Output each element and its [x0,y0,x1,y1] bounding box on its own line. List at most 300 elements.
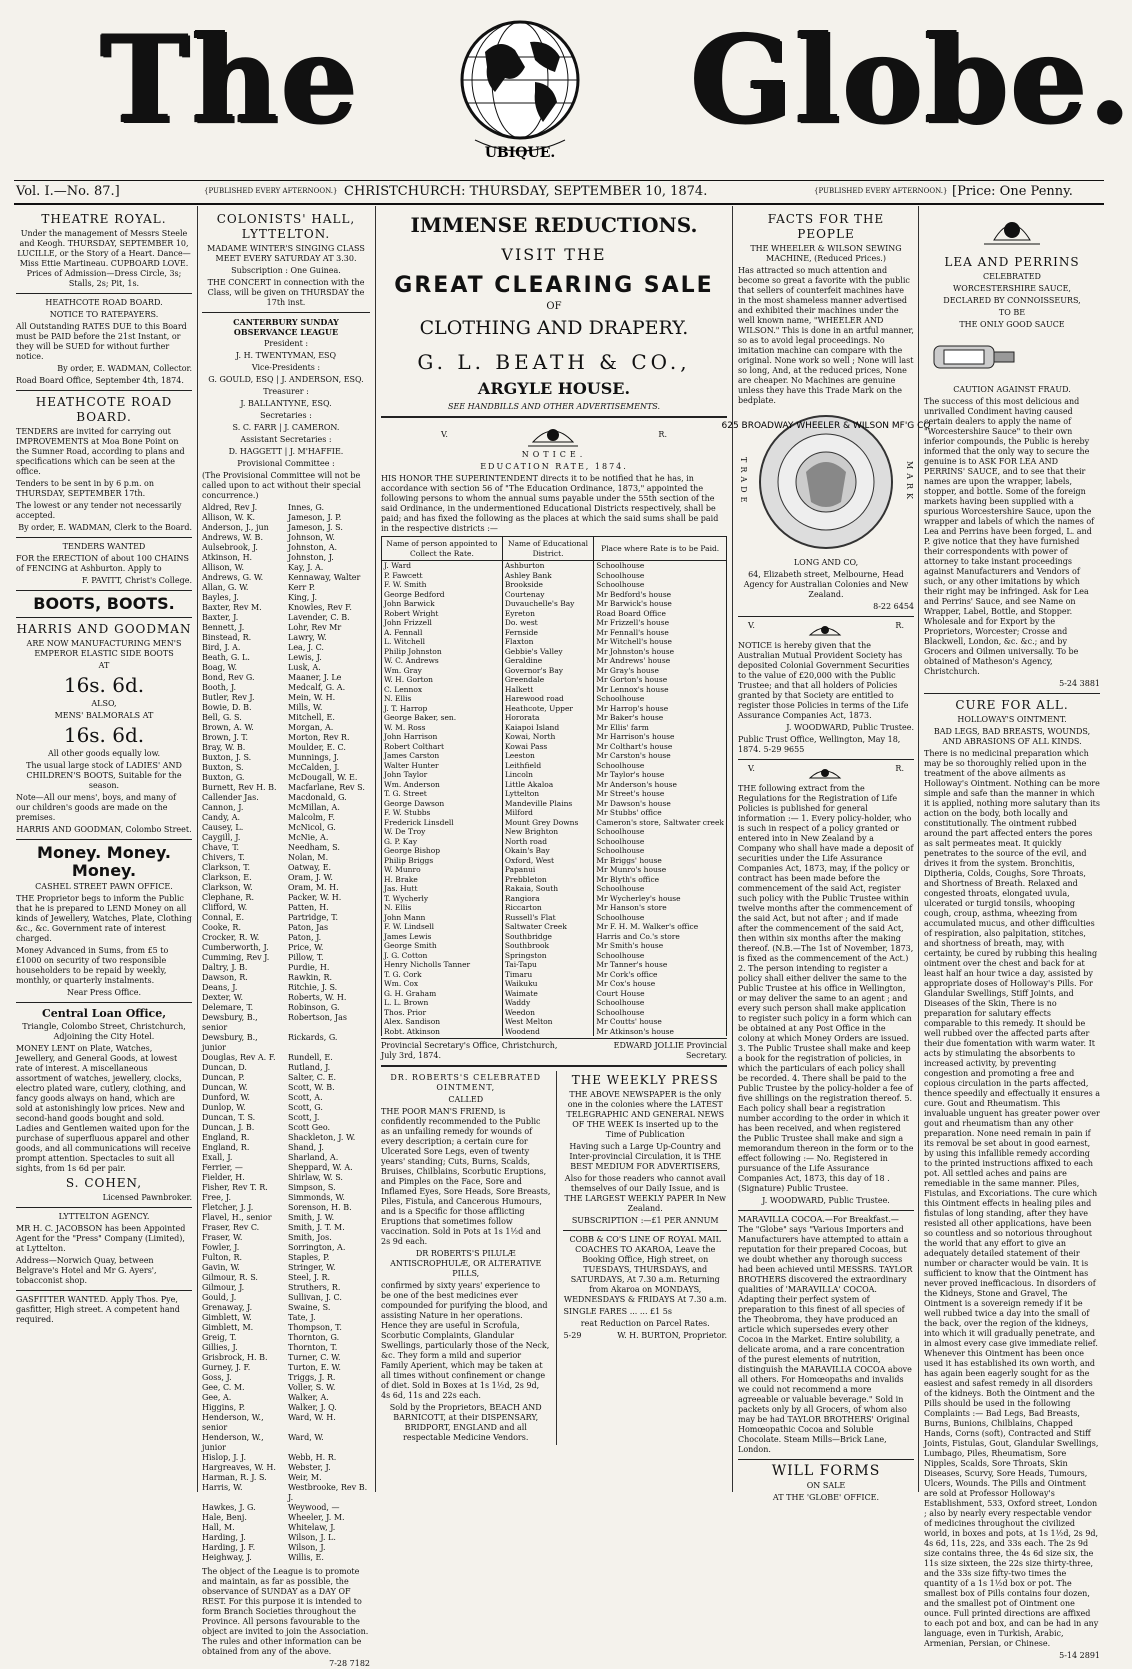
table-row [382,770,727,780]
committee-member: Willis, E. [288,1553,324,1562]
table-cell: Mr Bedford's house [594,590,727,600]
committee-member: Ward, W. [288,1433,324,1442]
committee-member: Price, W. [288,943,324,952]
reg-r: R. [895,764,904,773]
table-cell: Ashley Bank [502,571,593,581]
committee-member: Fraser, W. [202,1233,243,1242]
committee-member: Atkinson, H. [202,553,253,562]
table-cell: Henry Nicholls Tanner [382,960,503,970]
table-cell: G. P. Kay [382,837,503,847]
secretaries: S. C. FARR | J. CAMERON. [232,423,340,432]
table-cell: George Smith [382,941,503,951]
hg-price-1: 16s. 6d. [63,673,145,697]
lyttelton-body: MR H. C. JACOBSON has been Appointed Agent for the "Press" Company (Limited), at Lyttelton. [16,1224,186,1253]
reg-body: THE following extract from the Regulations for the Registration of Life Policies is published for general information :— 1. Every policy-holder, who is such in respect of a policy granted or entered into in New Zealand by a Company who shall have made a deposit of securities under the Life Assurance Companies Act, 1873, may, if the policy or contract has been made before the commencement of the said Act, register such policy with the Public Trustee within twelve months after the commencement of the said Act, but not after ; and if made after the commencement of the said Act, then within six months after the making thereof. (N.B.—The 1st of November, 1873, is fixed as the commencement of the Act.) 2. The person intending to register a policy shall either deliver the same to the Public Trustee at his office in Wellington, or may deliver the same to an agent ; and every such person shall make application to register such policy in a form which can be obtained at any Post Office in the colony at which Money Orders are issued. 3. The Public Trustee shall make and keep a book for the registration of policies, in which the particulars of each policy shall be recorded. 4. There shall be paid to the Public Trustee by the policy-holder a fee of five shillings on the registration thereof. 5. Each policy shall bear a registration number according to the order in which it has been received, and when registered the Public Trustee shall make and sign a memorandum thereon in the form or to the effect following :— No. Registered in pursuance of the Life Assurance Companies Act, 1873, this day of 18 . (Signature) Public Trustee. [738,784,914,1193]
table-cell: Waddy [502,998,593,1008]
committee-member: Gimblett, M. [202,1323,254,1332]
committee-member: Swaine, S. [288,1303,331,1312]
table-cell: Philip Briggs [382,856,503,866]
cure-title: CURE FOR ALL. [955,698,1069,712]
committee-member: Partridge, T. [288,913,338,922]
masthead-the: The [100,9,359,150]
committee-member: McNicol, G. [288,823,336,832]
table-cell: Milford [502,808,593,818]
committee-member: Paton, J. [288,933,322,942]
table-row [382,1027,727,1037]
tenders-title: TENDERS WANTED [62,542,146,551]
committee-member: Jameson, J. P. [288,513,342,522]
table-cell: Mandeville Plains [502,799,593,809]
money-near: Near Press Office. [66,988,142,997]
committee-member: Packer, W. H. [288,893,342,902]
lyttelton-title: LYTTELTON AGENCY. [58,1212,150,1221]
table-cell: Kowai, North [502,732,593,742]
table-cell: Kowai Pass [502,742,593,752]
prov-label: Provisional Committee : [237,459,335,468]
facts-sub: THE WHEELER & WILSON SEWING MACHINE, (Reduced Prices.) [750,244,902,263]
table-cell: Road Board Office [594,609,727,619]
column-rule [197,206,198,1492]
committee-member: Daltry, J. B. [202,963,248,972]
table-cell: Mr Briggs' house [594,856,727,866]
table-cell: Ashburton [502,561,593,571]
committee-member: Gee, C. M. [202,1383,245,1392]
table-row [382,837,727,847]
column-3 [381,210,727,1492]
table-cell: H. Brake [382,875,503,885]
volume-number: Vol. I.—No. 87.] [16,184,120,199]
table-row [382,951,727,961]
hg-title: HARRIS AND GOODMAN [16,622,192,636]
committee-member: Moulder, E. C. [288,743,346,752]
table-cell: John Barwick [382,599,503,609]
table-cell: New Brighton [502,827,593,837]
money-body: THE Proprietor begs to inform the Public that he is prepared to LEND Money on all kinds of Jewellery, Watches, Plate, Clothing &c., &c. Government rate of interest charged. [16,894,192,943]
table-cell: Southbrook [502,941,593,951]
table-cell: Rakaia, South [502,884,593,894]
table-row [382,808,727,818]
committee-member: Hawkes, J. G. [202,1503,256,1512]
committee-member: Bell, G. S. [202,713,242,722]
committee-member: Fraser, Rev C. [202,1223,260,1232]
committee-member: Dunford, W. [202,1093,250,1102]
committee-member: Butler, Rev J. [202,693,255,702]
committee-member: Henderson, W., junior [202,1433,264,1452]
committee-member: Brown, J. T. [202,733,248,742]
committee-member: Sorrington, A. [288,1243,346,1252]
table-row [382,647,727,657]
committee-member: Candy, A. [202,813,241,822]
committee-member: Dewsbury, B., senior [202,1013,258,1032]
table-cell: T. G. Cork [382,970,503,980]
committee-member: Weywood, — [288,1503,340,1512]
committee-member: Clephane, R. [202,893,254,902]
column-rule [732,206,733,1492]
table-row [382,1008,727,1018]
table-cell: Schoolhouse [594,761,727,771]
committee-member: England, R. [202,1143,250,1152]
heathcote-date: Road Board Office, September 4th, 1874. [16,376,184,385]
committee-member: Higgins, P. [202,1403,245,1412]
committee-member: Knowles, Rev F. [288,603,352,612]
committee-member: Smith, Jos. [288,1233,332,1242]
table-cell: Schoolhouse [594,561,727,571]
table-row [382,827,727,837]
committee-member: Smith, J. W. [288,1213,335,1222]
committee-member: Causey, L. [202,823,244,832]
column-rule [918,206,919,1492]
table-cell: Gebbie's Valley [502,647,593,657]
table-row [382,561,727,571]
committee-member: Boag, W. [202,663,238,672]
price: [Price: One Penny. [952,184,1073,199]
column-5 [924,210,1100,1660]
table-row [382,637,727,647]
heathcote-title: HEATHCOTE ROAD BOARD. [45,298,163,307]
pilulae-sold: Sold by the Proprietors, BEACH AND BARNICOTT, at their DISPENSARY, BRIDPORT, ENGLAND and all respectable Medicine Vendors. [389,1403,542,1442]
table-cell: Mr Dawson's house [594,799,727,809]
table-cell: Schoolhouse [594,694,727,704]
table-cell: Waikuku [502,979,593,989]
money-title: Money. Money. Money. [37,843,171,880]
committee-member: Munnings, J. [288,753,339,762]
table-cell: West Melton [502,1017,593,1027]
committee-member: Thornton, T. [288,1343,338,1352]
committee-member: Scott Geo. [288,1123,331,1132]
table-row [382,732,727,742]
table-cell: Little Akaloa [502,780,593,790]
committee-member: Johnson, W. [288,533,335,542]
notice-heading: NOTICE. [521,450,587,459]
committee-member: Salter, C. E. [288,1073,337,1082]
reg-v: V. [748,764,755,773]
committee-member: Rickards, G. [288,1033,338,1042]
published-left: {PUBLISHED EVERY AFTERNOON.} [204,187,338,195]
table-cell: Mr Witchell's house [594,637,727,647]
called: CALLED [448,1095,484,1104]
committee-member: Chave, T. [202,843,240,852]
hg-body: ARE NOW MANUFACTURING MEN'S EMPEROR ELASTIC SIDE BOOTS [26,639,182,658]
table-cell: Schoolhouse [594,580,727,590]
treasurer-label: Treasurer : [263,387,309,396]
theatre-title: THEATRE ROYAL. [41,212,167,226]
committee-member: Innes, G. [288,503,325,512]
table-cell: Mr Baker's house [594,713,727,723]
table-cell: P. Fawcett [382,571,503,581]
cobb-body: COBB & CO'S LINE OF ROYAL MAIL COACHES TO AKAROA, Leave the Booking Office, High street, on TUESDAYS, THURSDAYS, and SATURDAYS, At 7.30 a.m. Returning from Akaroa on MONDAYS, WEDNESDAYS & FRIDAYS At 7.30 a.m. [563,1235,727,1304]
royal-arms-icon [805,764,845,782]
table-row [382,761,727,771]
lyttelton-body-2: Address—Norwich Quay, between Belgrave's Hotel and Mr G. Ayers', tobacconist shop. [16,1256,157,1285]
committee-member: Chivers, T. [202,853,245,862]
committee-member: Duncan, D. [202,1063,247,1072]
vr-r: R. [658,430,667,439]
table-cell: F. W. Lindsell [382,922,503,932]
table-cell: Hororata [502,713,593,723]
long-title: LONG AND CO, [793,558,859,567]
table-row [382,694,727,704]
table-cell: Prebbleton [502,875,593,885]
loan-body: MONEY LENT on Plate, Watches, Jewellery, and General Goods, at lowest rate of interest. A miscellaneous assortment of watches, jewellery, clocks, electro plated ware, cutlery, clothing, and fancy goods always on hand, which are sold at astonishingly low prices. New and second-hand goods bought and sold. Ladies and Gentlemen waited upon for the purchase of superfluous apparel and other goods, and all communications will receive prompt attention. Spectacles to suit all sights, from 1s 6d per pair. [16,1044,191,1173]
will-at: AT THE 'GLOBE' OFFICE. [772,1493,880,1502]
table-cell: Governor's Bay [502,666,593,676]
committee-member: Steel, J. R. [288,1273,331,1282]
committee-member: Whitelaw, J. [288,1523,336,1532]
committee-member: Smith, J. T. M. [288,1223,345,1232]
table-cell: George Bishop [382,846,503,856]
table-cell: Tai-Tapu [502,960,593,970]
table-cell: Mr Colthart's house [594,742,727,752]
committee-member: Wilson, J. L. [288,1533,336,1542]
table-cell: Mr Smith's house [594,941,727,951]
committee-member: Baxter, Rev M. [202,603,262,612]
committee-member: Westbrooke, Rev B. J. [288,1483,368,1502]
table-cell: Harewood road [502,694,593,704]
pilulae-title: DR ROBERTS'S PILULÆ ANTISCROPHULÆ, OR ALTERATIVE PILLS, [390,1249,542,1278]
table-row [382,875,727,885]
table-cell: A. Fennall [382,628,503,638]
table-cell: John Frizzell [382,618,503,628]
table-cell: Robert Colthart [382,742,503,752]
committee-member: Purdie, H. [288,963,330,972]
table-cell: Mr Barwick's house [594,599,727,609]
committee-member: Fisher, Rev T. R. [202,1183,268,1192]
committee-member: Lawry, W. [288,633,327,642]
table-cell: Mr Hanson's store [594,903,727,913]
trade-label: TRADE [739,457,748,507]
rates-col-1: Name of person appointed to Collect the Rate. [382,537,503,561]
column-1 [16,210,192,1492]
committee-member: Cooke, R. [202,923,241,932]
committee-member: Brown, A. W. [202,723,254,732]
weekly-sub: SUBSCRIPTION :—£1 PER ANNUM [571,1216,719,1225]
table-cell: Mr Cox's house [594,979,727,989]
table-cell: Leithfield [502,761,593,771]
table-cell: Mr Gray's house [594,666,727,676]
heathcote-sign: By order, E. WADMAN, Collector. [57,364,192,373]
table-cell: Greendale [502,675,593,685]
committee-member: Harris, W. [202,1483,243,1492]
table-cell: Robt. Atkinson [382,1027,503,1037]
table-cell: Leeston [502,751,593,761]
president: J. H. TWENTYMAN, ESQ [235,351,337,360]
roberts-title: DR. ROBERTS'S CELEBRATED OINTMENT, [390,1073,542,1092]
cure-code: 5-14 2891 [1059,1651,1100,1660]
column-rule [375,206,376,1492]
committee-member: Gilmour, J. [202,1283,245,1292]
committee-member: Lewis, J. [288,653,322,662]
visit-heading: VISIT THE [501,245,607,264]
facts-body: Has attracted so much attention and become so great a favorite with the public that sellers of counterfeit machines have in the most shameless manner advertised and exhibited their machines under the well known name, "WHEELER AND WILSON." This is done in an artful manner, so as to avoid legal proceedings. No imitation machine can compare with the original. None work so well ; None will last so long, And, at the reduced prices, None are cheaper. No Machines are genuine unless they have this Trade Mark on the bedplate. [738,266,914,405]
royal-arms-icon [523,422,583,448]
table-row [382,894,727,904]
committee-member: Aldred, Rev J. [202,503,258,512]
table-cell: Robert Wright [382,609,503,619]
table-cell: Walter Hunter [382,761,503,771]
prov-office: Provincial Secretary's Office, Christchurch, July 3rd, 1874. [381,1041,558,1060]
table-cell: Frederick Linsdell [382,818,503,828]
table-cell: F. W. Stubbs [382,808,503,818]
committee-member: Duncan, J. B. [202,1123,255,1132]
table-cell: Okain's Bay [502,846,593,856]
lp-title: LEA AND PERRINS [944,255,1080,269]
committee-member: England, R. [202,1133,250,1142]
tenders-sign: F. PAVITT, Christ's College. [81,576,192,585]
committee-member: Pillow, T. [288,953,324,962]
table-cell: Heathcote, Upper [502,704,593,714]
committee-member: Clifford, W. [202,903,248,912]
committee-member: Grenaway, J. [202,1303,253,1312]
committee-names [202,503,370,1563]
committee-member: Medcalf, G. A. [288,683,346,692]
table-cell: L. Witchell [382,637,503,647]
committee-member: Harding, J. [202,1533,246,1542]
hg-at: AT [98,661,110,670]
table-row [382,846,727,856]
burton: W. H. BURTON, Proprietor. [617,1331,727,1340]
clothing-heading: CLOTHING AND DRAPERY. [419,317,689,339]
table-cell: Southbridge [502,932,593,942]
committee-member: Harman, R. J. S. [202,1473,267,1482]
lea-perrins-arms-icon [924,210,1100,250]
table-cell: North road [502,837,593,847]
league-code: 7-28 7182 [329,1659,370,1668]
table-cell: T. Wycherly [382,894,503,904]
committee-member: Free, J. [202,1193,232,1202]
tenders-body: FOR the ERECTION of about 100 CHAINS of FENCING at Ashburton. Apply to [16,554,190,573]
column-4 [721,210,931,1502]
committee-member: Mitchell, E. [288,713,335,722]
committee-member: Connal, E. [202,913,245,922]
table-cell: Brookside [502,580,593,590]
roberts-body: THE POOR MAN'S FRIEND, is confidently recommended to the Public as an unfailing remedy for wounds of every description; a certain cure for Ulcerated Sore Legs, even of twenty years' standing; Cuts, Burns, Scalds, Bruises, Chilblains, Scorbutic Eruptions, and Pimples on the Face, Sore and Inflamed Eyes, Sore Heads, Sore Breasts, Piles, Fistula, and Cancerous Humours, and is a Specific for those afflicting Eruptions that sometimes follow vaccination. Sold in Pots at 1s 1½d and 2s 9d each. [381,1107,551,1246]
table-cell: Mr Ellis' farm [594,723,727,733]
committee-member: Anderson, J., jun [202,523,269,532]
table-cell: Mr Anderson's house [594,780,727,790]
amp-body: NOTICE is hereby given that the Australian Mutual Provident Society has deposited Colonial Government Securities to the value of £20,000 with the Public Trustee; and that all holders of Policies granted by that Society are entitled to register those Policies in terms of the Life Assurance Companies Act, 1873. [738,641,910,720]
table-row [382,618,727,628]
amp-date: Public Trust Office, Wellington, May 18, 1874. 5-29 9655 [738,735,901,754]
hg-note: Note—All our mens', boys, and many of our children's goods are made on the premises. [16,793,176,822]
committee-member: McDougall, W. E. [288,773,358,782]
committee-member: Ferrier, — [202,1163,243,1172]
table-row [382,989,727,999]
lp-tobe: TO BE [998,308,1026,317]
table-cell: Schoolhouse [594,998,727,1008]
table-cell: W. M. Ross [382,723,503,733]
committee-member: Scott, G. [288,1103,323,1112]
cocoa-body: MARAVILLA COCOA.—For Breakfast.—The "Globe" says "Various Importers and Manufacturers have attempted to attain a reputation for their prepared Cocoas, but we doubt whether any thorough success had been achieved until MESSRS. TAYLOR BROTHERS discovered the extraordinary qualities of 'MARAVILLA' COCOA. Adapting their perfect system of preparation to this finest of all species of the Theobroma, they have produced an article which supersedes every other Cocoa in the Market. Entire solubility, a delicate aroma, and a rare concentration of the purest elements of nutrition, distinguish the MARAVILLA COCOA above all others. For Homœopaths and invalids we could not recommend a more agreeable or valuable beverage." Sold in packets only by all Grocers, of whom also may be had TAYLOR BROTHERS' Original Homœopathic Cocoa and Soluble Chocolate. Steam Mills—Brick Lane, London. [738,1215,913,1454]
committee-member: Duncan, W. [202,1083,248,1092]
table-cell: T. G. Street [382,789,503,799]
table-cell: James Carston [382,751,503,761]
table-cell: Mount Grey Downs [502,818,593,828]
committee-member: Hargreaves, W. H. [202,1463,276,1472]
table-cell: Schoolhouse [594,846,727,856]
table-cell: Mr Street's house [594,789,727,799]
table-cell: Alex. Sandison [382,1017,503,1027]
table-cell: George Baker, sen. [382,713,503,723]
committee-member: Clarkson, T. [202,863,250,872]
committee-member: Heighway, J. [202,1553,252,1562]
committee-member: Lea, J. C. [288,643,324,652]
table-row [382,704,727,714]
table-cell: Geraldine [502,656,593,666]
loan-sign-2: Licensed Pawnbroker. [102,1193,192,1202]
table-cell: Duvauchelle's Bay [502,599,593,609]
committee-member: Rutland, J. [288,1063,331,1072]
committee-member: Simmonds, W. [288,1193,345,1202]
table-cell: Rangiora [502,894,593,904]
gasfitter: GASFITTER WANTED. Apply Thos. Pye, gasfitter, High street. A competent hand required. [16,1295,180,1324]
committee-member: Lohr, Rev Mr [288,623,342,632]
cure-body: There is no medicinal preparation which may be so thoroughly relied upon in the treatment of the above ailments as Holloway's Ointment. Nothing can be more simple and safe than the manner in which it is applied, nothing more salutary than its action on the body, both locally and constitutionally. The ointment rubbed around the part affected enters the pores as salt permeates meat. It quickly penetrates to the source of the evil, and drives it from the system. Bronchitis, Diptheria, Colds, Coughs, Sore Throats, and Shortness of Breath. Relaxed and congested throats, elongated uvula, ulcerated or turgid tonsils, whooping cough, croup, asthma, wheezing from accumulated mucus, and other difficulties of respiration, also palpitation, stitches, and shortness of breath, may, with certainty, be cured by rubbing this healing ointment over the chest and back for at least half an hour twice a day, assisted by appropriate doses of Holloway's Pills. For Glandular Swellings, Stiff Joints, and Diseases of the Skin, There is no preparation for salutary effects comparable to this remedy. It should be well rubbed over the affected parts after their due fomentation with warm water. It acts by stimulating the absorbents to increased activity, by preventing congestion and promoting a free and copious circulation in the parts affected, thence speedily and effectually it ensures a cure. Gout and Rheumatism. This invaluable unguent has greater power over gout and rheumatism than any other preparation. None need remain in pain if its removal be set about in good earnest, by using this infallible remedy according to the printed instructions affixed to each pot. All settled aches and pains are remediable in the same manner. Piles, Fistulas, and Excoriations. The cure which this Ointment effects in healing piles and fistulas of long standing, after they have resisted all other applications, have been so countless and so notorious throughout the world that any effort to give an adequately detailed statement of their number or character would be vain. It is sufficient to know that the Ointment has never proved inefficacious. In disorders of the Kidneys, Stone and Gravel, The Ointment is a sovereign remedy if it be well rubbed twice a day into the small of the back, over the region of the kidneys, into which it will gradually penetrate, and in almost every case give immediate relief. Whenever this Ointment has been once used it has established its own worth, and has again been eagerly sought for as the easiest and safest remedy in all disorders of the kidneys. Both the Ointment and the Pills should be used in the following Complaints :— Bad Legs, Bad Breasts, Burns, Bunions, Chilblains, Chapped Hands, Corns (soft), Contracted and Stiff Joints, Fistulas, Gout, Glandular Swellings, Lumbago, Piles, Rheumatism, Sore Nipples, Scalds, Sore Throats, Skin Diseases, Scurvy, Sore Heads, Tumours, Ulcers, Wounds. The Pills and Ointment are sold at Professor Holloway's Establishment, 533, Oxford street, London ; also by nearly every respectable vendor of medicines throughout the civilized world, in boxes and pots, at 1s 1½d, 2s 9d, 4s 6d, 11s, 22s, and 33s each. The 2s 9d size contains three, the 4s 6d size six, the 11s size sixteen, the 22s size thirty-three, and the 33s size fifty-two times the quantity of a 1s 1½d box or pot. The smallest box of Pills contains four dozen, and the smallest pot of Ointment one ounce. Full printed directions are affixed to each pot and box, and can be had in any language, even in Turkish, Arabic, Armenian, Persian, or Chinese. [924,749,1100,1648]
committee-member: Cannon, J. [202,803,244,812]
committee-member: Mills, W. [288,703,323,712]
committee-member: Hislop, J. J. [202,1453,247,1462]
committee-member: Webb, H. R. [288,1453,337,1462]
committee-member: Bennett, J. [202,623,245,632]
table-row [382,979,727,989]
table-row [382,941,727,951]
table-cell: W. C. Andrews [382,656,503,666]
committee-member: Patten, H. [288,903,329,912]
weekly-body-2: Having such a Large Up-Country and Inter-provincial Circulation, it is THE BEST MEDIUM FOR ADVERTISERS, [569,1142,722,1171]
table-row [382,609,727,619]
committee-member: Gillies, J. [202,1343,238,1352]
cure-sub: HOLLOWAY'S OINTMENT. [957,715,1067,724]
table-cell: Schoolhouse [594,1008,727,1018]
committee-member: Harding, J. F. [202,1543,256,1552]
committee-member: Buxton, S. [202,763,244,772]
table-cell: W. Munro [382,865,503,875]
table-cell: Mr Stubbs' office [594,808,727,818]
committee-member: Buxton, G. [202,773,245,782]
table-cell: Flaxton [502,637,593,647]
committee-member: Thompson, T. [288,1323,342,1332]
of-heading: OF [546,301,562,312]
table-row [382,713,727,723]
colonists-sub: Subscription : One Guinea. [231,266,341,275]
committee-member: Cumming, Rev J. [202,953,270,962]
table-cell: Springston [502,951,593,961]
mark-label: MARK [905,461,914,503]
weekly-title: THE WEEKLY PRESS [571,1073,719,1087]
amp-v: V. [748,621,755,630]
handbills: SEE HANDBILLS AND OTHER ADVERTISEMENTS. [447,402,661,411]
amp-sign: J. WOODWARD, Public Trustee. [786,723,914,732]
committee-member: Paton, Jas [288,923,329,932]
committee-member: Walker, J. Q. [288,1403,337,1412]
committee-member: Morgan, A. [288,723,334,732]
weekly-body: THE ABOVE NEWSPAPER is the only one in the colonies where the LATEST TELEGRAPHIC AND GENERAL NEWS OF THE WEEK Is inserted up to the Time of Publication [566,1090,725,1139]
committee-member: Scott, A. [288,1093,323,1102]
committee-member: Stringer, W. [288,1263,336,1272]
column-2 [202,210,370,1668]
table-cell: Timaru [502,970,593,980]
table-cell: Riccarton [502,903,593,913]
committee-member: Gavin, W. [202,1263,240,1272]
heathcote2-body: TENDERS are invited for carrying out IMPROVEMENTS at Moa Bone Point on the Sumner Road, according to plans and specifications which can be seen at the office. [16,427,185,476]
committee-member: Nolan, M. [288,853,329,862]
vp-label: Vice-Presidents : [251,363,321,372]
table-cell: Jas. Hutt [382,884,503,894]
committee-member: Binstead, R. [202,633,252,642]
hg-sign: HARRIS AND GOODMAN, Colombo Street. [16,825,192,834]
committee-member: Weir, M. [288,1473,322,1482]
committee-member: Fielder, H. [202,1173,245,1182]
committee-member: Voller, S. W. [288,1383,336,1392]
